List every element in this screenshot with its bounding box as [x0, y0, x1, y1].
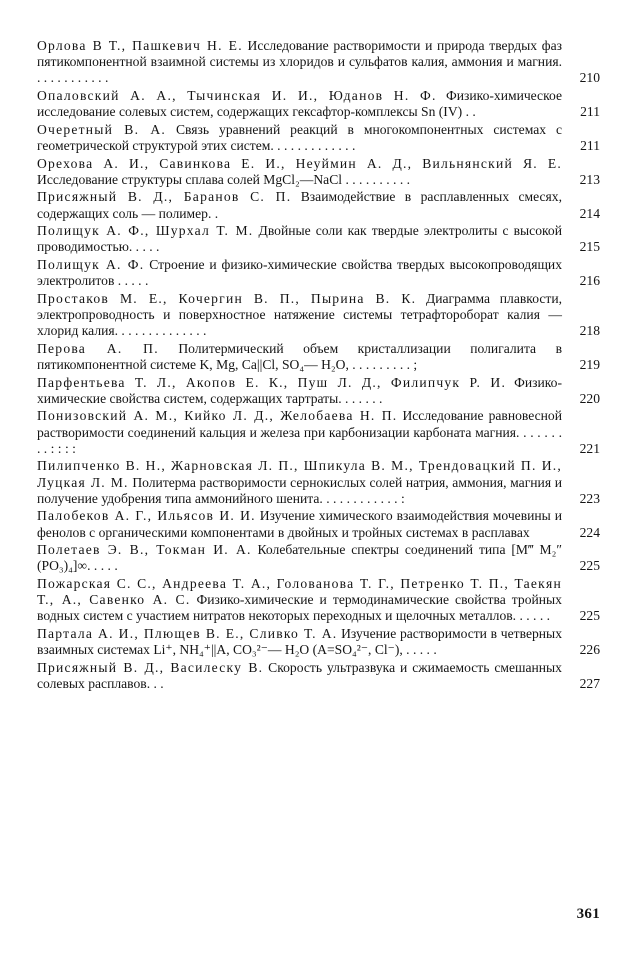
- entry-text: [37, 458, 562, 507]
- entry-page-number: 214: [579, 205, 600, 221]
- entry-authors: Простаков М. Е., Кочергин В. П., Пырина В. К.: [37, 290, 417, 306]
- entry-text: [37, 223, 562, 255]
- entry-title: Изучение химического взаимодействия мочевины и фенолов с органическими компонентами в двойных и тройных системах в расплавах: [37, 508, 562, 540]
- contents-entry: [37, 156, 600, 188]
- contents-entry: [37, 508, 600, 540]
- entry-text: [37, 291, 562, 340]
- page-number: 361: [576, 906, 600, 922]
- entry-text: [37, 542, 562, 574]
- contents-entry: [37, 38, 600, 87]
- entry-page-number: 213: [579, 171, 600, 187]
- entry-page-number: 215: [579, 239, 600, 255]
- entry-authors: Партала А. И., Плющев В. Е., Сливко Т. А.: [37, 625, 338, 641]
- entry-text: [37, 375, 562, 407]
- entry-authors: Очеретный В. А.: [37, 121, 167, 137]
- entry-title: Политерма растворимости сернокислых солей натрия, аммония, магния и получение удобрения типа аммонийного шенита. . . . . . . . . . . . :: [37, 474, 562, 506]
- entry-title: Колебательные спектры соединений типа [M‴ M₂″ (PO₃)₄]∞. . . . .: [37, 542, 562, 574]
- entry-title: Связь уравнений реакций в многокомпонентных системах с геометрической структурой этих систем. . . . . . . . . . . . .: [37, 121, 562, 153]
- contents-entry: [37, 122, 600, 154]
- entry-text: [37, 38, 562, 87]
- entry-authors: Пилипченко В. Н., Жарновская Л. П., Шпикула В. М., Трендовацкий П. И., Луцкая Л. М.: [37, 458, 562, 490]
- entry-text: [37, 341, 562, 373]
- entry-page-number: 211: [580, 104, 600, 120]
- entry-text: [37, 122, 562, 154]
- entry-page-number: 224: [579, 524, 600, 540]
- contents-entry: [37, 576, 600, 625]
- entry-authors: Полищук А. Ф.: [37, 256, 145, 272]
- entry-page-number: 221: [579, 440, 600, 456]
- entry-page-number: 218: [579, 323, 600, 339]
- entry-text: [37, 576, 562, 625]
- entry-text: [37, 408, 562, 457]
- entry-title: Исследование структуры сплава солей MgCl₂—NaCl . . . . . . . . . .: [37, 171, 411, 187]
- entry-page-number: 225: [579, 608, 600, 624]
- entry-text: [37, 156, 562, 188]
- contents-entry: [37, 291, 600, 340]
- contents-list: [37, 38, 600, 694]
- entry-page-number: 211: [580, 138, 600, 153]
- contents-entry: [37, 88, 600, 120]
- entry-page-number: 210: [579, 70, 600, 86]
- entry-page-number: 223: [579, 490, 600, 506]
- entry-title: Скорость ультразвука и сжимаемость смешанных солевых расплавов. . .: [37, 659, 562, 691]
- entry-authors: Полетаев Э. В., Токман И. А.: [37, 542, 252, 558]
- entry-title: Взаимодействие в расплавленных смесях, содержащих соль — полимер. .: [37, 189, 562, 221]
- entry-page-number: 225: [579, 558, 600, 574]
- entry-title: Физико-химические свойства систем, содержащих тартраты. . . . . . .: [37, 374, 562, 406]
- contents-entry: [37, 189, 600, 221]
- entry-authors: Орлова В Т., Пашкевич Н. Е.: [37, 38, 243, 53]
- entry-text: [37, 257, 562, 289]
- entry-title: Физико-химическое исследование солевых систем, содержащих гексафтор-комплексы Sn (IV) . .: [37, 88, 562, 120]
- entry-title: Строение и физико-химические свойства твердых высокопроводящих электролитов . . . . .: [37, 256, 562, 289]
- entry-authors: Орехова А. И., Савинкова Е. И., Неуймин А. Д., Вильнянский Я. Е.: [37, 155, 562, 171]
- entry-title: Физико-химические и термодинамические свойства тройных водных систем с участием нитратов некоторых переходных и щелочных металлов. . . . . .: [37, 592, 562, 624]
- entry-text: [37, 660, 562, 692]
- contents-entry: [37, 542, 600, 574]
- entry-authors: Присяжный В. Д., Баранов С. П.: [37, 189, 292, 205]
- contents-entry: [37, 341, 600, 373]
- entry-title: Исследование растворимости и природа твердых фаз пятикомпонентной взаимной системы из хлоридов и сульфатов калия, аммония и магния. . . . . . . . . . . .: [37, 38, 562, 86]
- entry-authors: Присяжный В. Д., Василеску В.: [37, 659, 264, 675]
- entry-page-number: 226: [579, 642, 600, 658]
- entry-text: [37, 88, 562, 120]
- entry-authors: Понизовский А. М., Кийко Л. Д., Желобаева Н. П.: [37, 408, 398, 424]
- contents-entry: [37, 458, 600, 507]
- contents-entry: [37, 375, 600, 407]
- entry-authors: Перова А. П.: [37, 340, 159, 356]
- entry-title: Политермический объем кристаллизации полигалита в пятикомпонентной системе K, Mg, Ca||Cl, SO₄— H₂O, . . . . . . . . . ;: [37, 340, 562, 372]
- contents-entry: [37, 408, 600, 457]
- entry-authors: Пожарская С. С., Андреева Т. А., Голованова Т. Г., Петренко Т. П., Таекян Т., А., Савенко А. С.: [37, 575, 562, 608]
- contents-entry: [37, 626, 600, 658]
- entry-text: [37, 508, 562, 540]
- entry-text: [37, 189, 562, 221]
- entry-page-number: 219: [579, 356, 600, 372]
- entry-page-number: 227: [579, 675, 600, 691]
- entry-title: Изучение растворимости в четверных взаимных системах Li⁺, NH₄⁺||A, CO₃²⁻— H₂O (A=SO₄²⁻, Cl⁻), . . . . .: [37, 625, 562, 658]
- contents-entry: [37, 223, 600, 255]
- entry-authors: Парфентьева Т. Л., Акопов Е. К., Пуш Л. Д., Филипчук Р. И.: [37, 374, 507, 390]
- contents-entry: [37, 660, 600, 692]
- entry-page-number: 220: [579, 390, 600, 406]
- entry-title: Диаграмма плавкости, электропроводность и поверхностное натяжение системы тетрафтороборат калия — хлорид калия. . . . . . . . . . . . . .: [37, 290, 562, 339]
- entry-authors: Опаловский А. А., Тычинская И. И., Юданов Н. Ф.: [37, 88, 437, 103]
- entry-text: [37, 626, 562, 658]
- entry-title: Исследование равновесной растворимости соединений кальция и железа при карбонизации карбоната магния. . . . . . . . . : : : :: [37, 408, 562, 456]
- entry-authors: Полищук А. Ф., Шурхал Т. М.: [37, 223, 254, 239]
- entry-page-number: 216: [579, 273, 600, 289]
- entry-title: Двойные соли как твердые электролиты с высокой проводимостью. . . . .: [37, 223, 562, 255]
- contents-entry: [37, 257, 600, 289]
- entry-authors: Палобеков А. Г., Ильясов И. И.: [37, 508, 256, 524]
